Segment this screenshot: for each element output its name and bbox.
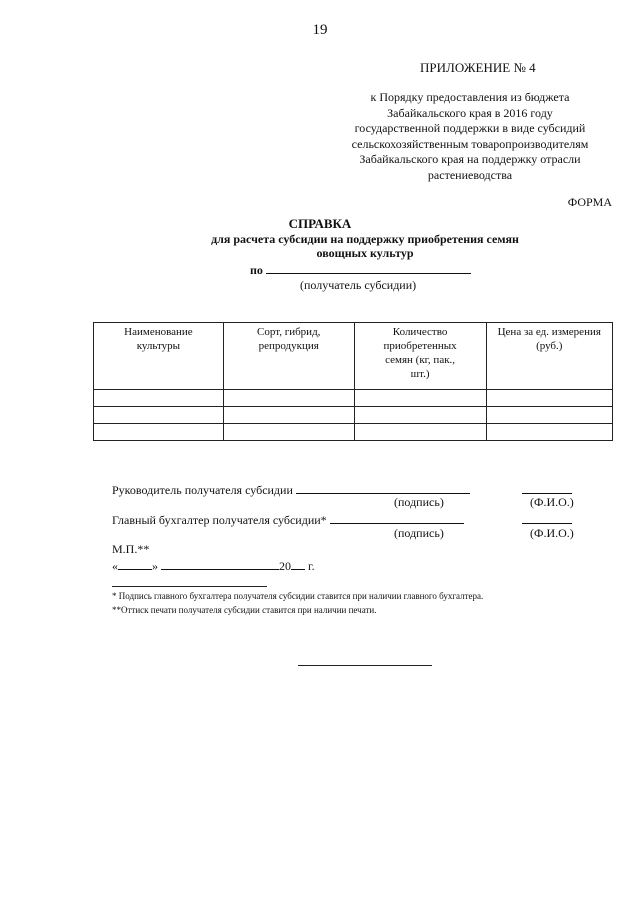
- date-quote-close: »: [152, 559, 158, 573]
- document-subtitle-line: овощных культур: [316, 246, 414, 260]
- head-signature-caption: (подпись): [394, 495, 444, 509]
- column-header-variety: Сорт, гибрид, репродукция: [223, 323, 354, 390]
- accountant-signature-field[interactable]: [330, 511, 464, 524]
- recipient-line: [250, 262, 471, 278]
- recipient-blank-field[interactable]: [266, 262, 471, 274]
- table-cell[interactable]: [486, 390, 612, 407]
- appendix-title: ПРИЛОЖЕНИЕ № 4: [420, 60, 536, 75]
- date-quote-open: «: [112, 559, 118, 573]
- column-header-crop: Наименование культуры: [94, 323, 224, 390]
- document-subtitle-line: для расчета субсидии на поддержку приобретения семян: [211, 232, 519, 246]
- stamp-label: М.П.**: [112, 542, 150, 556]
- footnote-accountant: * Подпись главного бухгалтера получателя субсидии ставится при наличии главного бухгалтера.: [112, 591, 484, 601]
- accountant-signature-caption: (подпись): [394, 526, 444, 540]
- footnote-stamp: **Оттиск печати получателя субсидии ставится при наличии печати.: [112, 605, 377, 615]
- accountant-name-caption: (Ф.И.О.): [530, 526, 574, 540]
- date-year-prefix: 20: [279, 559, 291, 573]
- end-divider: [298, 665, 432, 666]
- column-header-quantity: Количество приобретенных семян (кг, пак., шт.): [354, 323, 486, 390]
- page-number: 19: [312, 22, 328, 38]
- date-suffix: г.: [308, 559, 315, 573]
- head-name-caption: (Ф.И.О.): [530, 495, 574, 509]
- appendix-line: Забайкальского края на поддержку отрасли: [359, 152, 581, 166]
- table-cell[interactable]: [354, 407, 486, 424]
- date-day-field[interactable]: [118, 557, 152, 570]
- table-row: [94, 390, 613, 407]
- recipient-caption: (получатель субсидии): [300, 278, 417, 292]
- footnote-divider: [112, 586, 267, 587]
- head-name-field[interactable]: [522, 481, 572, 494]
- recipient-prefix: по: [250, 263, 263, 277]
- table-cell[interactable]: [223, 407, 354, 424]
- document-subtitle: [185, 232, 545, 260]
- table-cell[interactable]: [94, 407, 224, 424]
- head-signature-label: Руководитель получателя субсидии: [112, 483, 293, 497]
- date-month-field[interactable]: [161, 557, 279, 570]
- table-header-row: [94, 323, 613, 390]
- appendix-line: растениеводства: [427, 167, 513, 182]
- document-title: СПРАВКА: [288, 216, 352, 231]
- head-signature-field[interactable]: [296, 481, 470, 494]
- table-cell[interactable]: [486, 407, 612, 424]
- table-cell[interactable]: [223, 390, 354, 407]
- table-cell[interactable]: [94, 390, 224, 407]
- column-header-price: Цена за ед. измерения (руб.): [486, 323, 612, 390]
- date-year-field[interactable]: [291, 557, 305, 570]
- appendix-line: Забайкальского края в 2016 году: [387, 105, 553, 120]
- accountant-name-field[interactable]: [522, 511, 572, 524]
- table-cell[interactable]: [486, 424, 612, 441]
- table-cell[interactable]: [94, 424, 224, 441]
- table-cell[interactable]: [354, 424, 486, 441]
- table-cell[interactable]: [354, 390, 486, 407]
- appendix-line: сельскохозяйственным товаропроизводителям: [351, 136, 589, 151]
- accountant-signature-label: Главный бухгалтер получателя субсидии*: [112, 513, 327, 527]
- date-row: [112, 557, 315, 574]
- seed-purchase-table: [93, 322, 613, 441]
- table-row: [94, 424, 613, 441]
- appendix-line: к Порядку предоставления из бюджета: [370, 90, 570, 104]
- appendix-text: [330, 90, 610, 183]
- table-row: [94, 407, 613, 424]
- form-label: ФОРМА: [567, 195, 612, 209]
- appendix-line: государственной поддержки в виде субсидий: [354, 121, 586, 135]
- table-cell[interactable]: [223, 424, 354, 441]
